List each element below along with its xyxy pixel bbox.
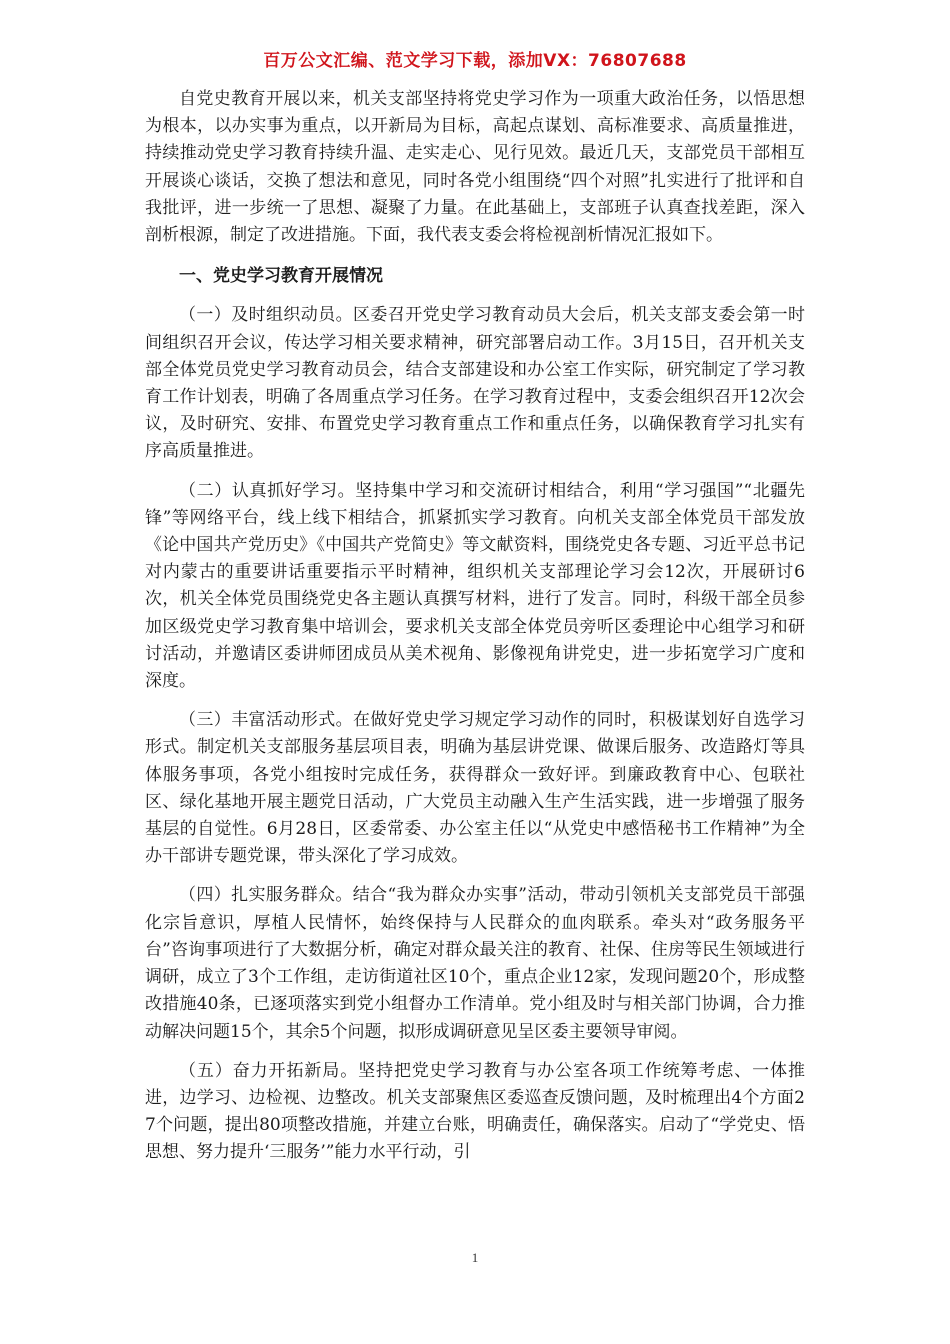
paragraph-activities: （三）丰富活动形式。在做好党史学习规定学习动作的同时，积极谋划好自选学习形式。制定机关支部服务基层项目表，明确为基层讲党课、做课后服务、改造路灯等具体服务事项，各党小组按时完成任务，获得群众一致好评。到廉政教育中心、包联社区、绿化基地开展主题党日活动，广大党员主动融入生产生活实践，进一步增强了服务基层的自觉性。6月28日，区委常委、办公室主任以“从党史中感悟秘书工作精神”为全办干部讲专题党课，带头深化了学习成效。 xyxy=(145,710,805,867)
watermark-banner: 百万公文汇编、范文学习下载，添加VX：76807688 xyxy=(263,51,687,71)
page-number: 1 xyxy=(471,1250,479,1265)
section-heading: 一、党史学习教育开展情况 xyxy=(179,266,383,287)
document-body xyxy=(145,86,805,1179)
paragraph-study: （二）认真抓好学习。坚持集中学习和交流研讨相结合，利用“学习强国”“北疆先锋”等网络平台，线上线下相结合，抓紧抓实学习教育。向机关支部全体党员干部发放《论中国共产党历史》《中国共产党简史》等文献资料，围绕党史各专题、习近平总书记对内蒙古的重要讲话重要指示平时精神，组织机关支部理论学习会12次，开展研讨6次，机关全体党员围绕党史各主题认真撰写材料，进行了发言。同时，科级干部全员参加区级党史学习教育集中培训会，要求机关支部全体党员旁听区委理论中心组学习和研讨活动，并邀请区委讲师团成员从美术视角、影像视角讲党史，进一步拓宽学习广度和深度。 xyxy=(145,480,805,692)
paragraph-new-situation: （五）奋力开拓新局。坚持把党史学习教育与办公室各项工作统筹考虑、一体推进，边学习、边检视、边整改。机关支部聚焦区委巡查反馈问题，及时梳理出4个方面27个问题，提出80项整改措施，并建立台账，明确责任，确保落实。启动了“学党史、悟思想、努力提升‘三服务’”能力水平行动，引 xyxy=(145,1060,805,1163)
paragraph-service: （四）扎实服务群众。结合“我为群众办实事”活动，带动引领机关支部党员干部强化宗旨意识，厚植人民情怀，始终保持与人民群众的血肉联系。牵头对“政务服务平台”咨询事项进行了大数据分析，确定对群众最关注的教育、社保、住房等民生领域进行调研，成立了3个工作组，走访街道社区10个，重点企业12家，发现问题20个，形成整改措施40条，已逐项落实到党小组督办工作清单。党小组及时与相关部门协调，合力推动解决问题15个，其余5个问题，拟形成调研意见呈区委主要领导审阅。 xyxy=(145,885,805,1042)
intro-paragraph: 自党史教育开展以来，机关支部坚持将党史学习作为一项重大政治任务，以悟思想为根本，以办实事为重点，以开新局为目标，高起点谋划、高标准要求、高质量推进，持续推动党史学习教育持续升温、走实走心、见行见效。最近几天，支部党员干部相互开展谈心谈话，交换了想法和意见，同时各党小组围绕“四个对照”扎实进行了批评和自我批评，进一步统一了思想、凝聚了力量。在此基础上，支部班子认真查找差距，深入剖析根源，制定了改进措施。下面，我代表支委会将检视剖析情况汇报如下。 xyxy=(145,89,805,246)
paragraph-mobilization: （一）及时组织动员。区委召开党史学习教育动员大会后，机关支部支委会第一时间组织召开会议，传达学习相关要求精神，研究部署启动工作。3月15日，召开机关支部全体党员党史学习教育动员会，结合支部建设和办公室工作实际，研究制定了学习教育工作计划表，明确了各周重点学习任务。在学习教育过程中，支委会组织召开12次会议，及时研究、安排、布置党史学习教育重点工作和重点任务，以确保教育学习扎实有序高质量推进。 xyxy=(145,305,805,462)
